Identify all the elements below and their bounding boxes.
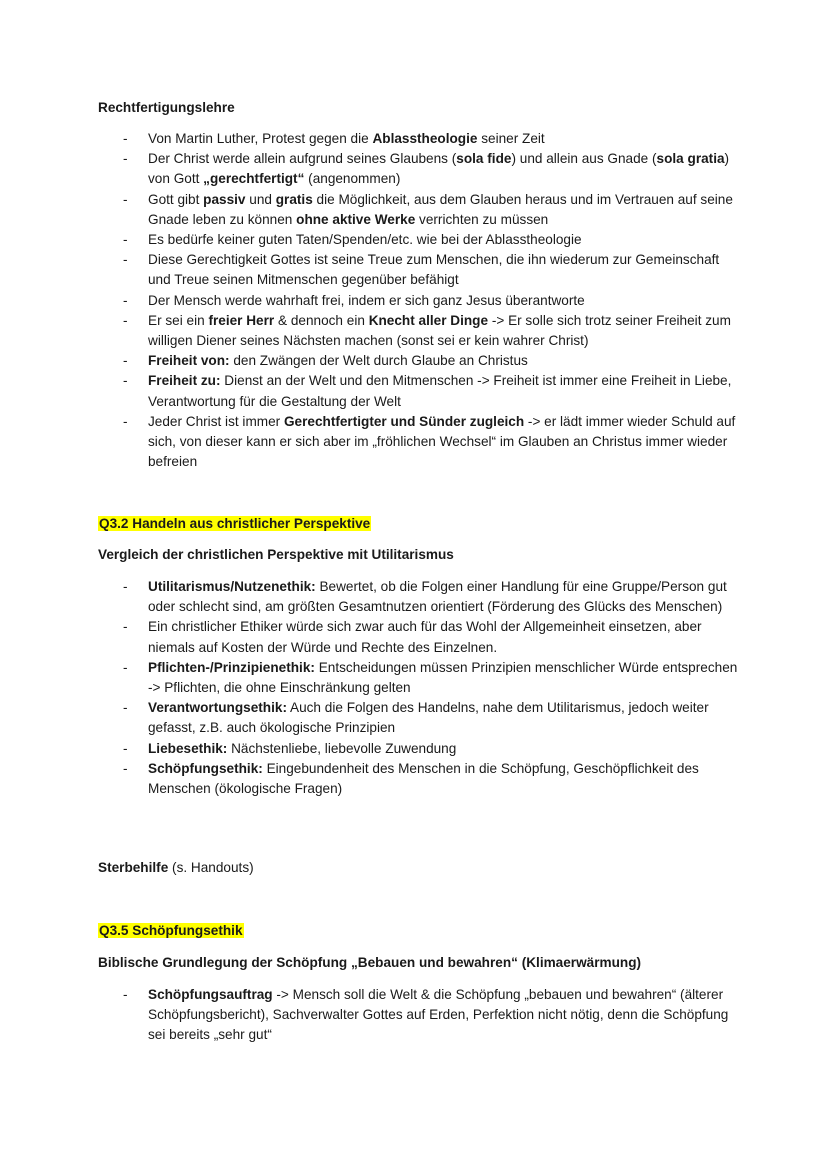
text-run: Dienst an der Welt und den Mitmenschen -> Freiheit ist immer eine Freiheit in Liebe, Verantwortung für die Gestaltung der Welt <box>148 373 732 409</box>
bold-term: Freiheit von: <box>148 353 230 369</box>
bold-term: Verantwortungsethik: <box>148 700 287 716</box>
rechtfertigung-list <box>98 129 738 472</box>
list-item <box>98 311 738 351</box>
text-run: Es bedürfe keiner guten Taten/Spenden/etc. wie bei der Ablasstheologie <box>148 232 582 248</box>
text-run: verrichten zu müssen <box>415 211 549 227</box>
text-run: Ein christlicher Ethiker würde sich zwar auch für das Wohl der Allgemeinheit einsetzen, aber niemals auf Kosten der Würde und Rechte des Einzelnen. <box>148 619 702 655</box>
bold-term: sola fide <box>456 151 512 167</box>
list-item <box>98 129 738 149</box>
list-item <box>98 658 738 698</box>
text-run: Er sei ein <box>148 312 209 328</box>
list-item <box>98 230 738 250</box>
text-run: & dennoch ein <box>274 312 369 328</box>
text-run: Der Mensch werde wahrhaft frei, indem er sich ganz Jesus überantworte <box>148 292 585 308</box>
text-run: (angenommen) <box>304 171 401 187</box>
subheading-schoepfung: Biblische Grundlegung der Schöpfung „Bebauen und bewahren“ (Klimaerwärmung) <box>98 955 642 970</box>
text-run: -> er lädt immer wieder Schuld auf sich, von dieser kann er sich aber im „fröhlichen Wechsel“ im Glauben an Christus immer wieder befreien <box>148 413 736 470</box>
text-run: -> Mensch soll die Welt & die Schöpfung „bebauen und bewahren“ (älterer Schöpfungsbericht), Sachverwalter Gottes auf Erden, Perfektion nicht nötig, denn die Schöpfung sei bereits „sehr gut“ <box>148 987 729 1043</box>
text-run: Eingebundenheit des Menschen in die Schöpfung, Geschöpflichkeit des Menschen (ökologische Fragen) <box>148 760 699 797</box>
text-run: seiner Zeit <box>477 131 545 146</box>
text-run: Der Christ werde allein aufgrund seines Glaubens ( <box>148 151 457 167</box>
list-item <box>98 698 738 738</box>
subheading-utilitarismus: Vergleich der christlichen Perspektive mit Utilitarismus <box>98 547 454 562</box>
text-run: Bewertet, ob die Folgen einer Handlung für eine Gruppe/Person gut oder schlecht sind, am größten Gesamtnutzen orientiert (Förderung des Glücks des Menschen) <box>148 579 727 615</box>
list-item <box>98 617 738 657</box>
text-run: Von Martin Luther, Protest gegen die <box>148 131 373 146</box>
bold-term: sola gratia <box>656 151 725 167</box>
text-run: ) und allein aus Gnade ( <box>511 151 657 167</box>
bold-term: passiv <box>203 191 246 207</box>
text-run: und <box>245 191 276 207</box>
bold-term: Ablasstheologie <box>372 131 478 146</box>
bold-term: Freiheit zu: <box>148 373 221 389</box>
highlight-q35: Q3.5 Schöpfungsethik <box>99 923 243 938</box>
list-item <box>98 291 738 311</box>
heading-q32 <box>98 514 371 534</box>
bold-term: freier Herr <box>208 312 275 328</box>
list-item <box>98 412 738 473</box>
text-run: Gott gibt <box>148 191 204 207</box>
sterbehilfe-line <box>98 858 254 878</box>
sterbehilfe-label: Sterbehilfe <box>98 860 169 875</box>
bold-term: „gerechtfertigt“ <box>203 171 305 187</box>
bold-term: Utilitarismus/Nutzenethik: <box>148 579 316 594</box>
bold-term: Schöpfungsauftrag <box>148 987 273 1002</box>
q35-list <box>98 985 738 1046</box>
text-run: -> Er solle sich trotz seiner Freiheit zum willigen Diener seines Nächsten machen (sonst sei er kein wahrer Christ) <box>148 312 731 349</box>
text-run: Diese Gerechtigkeit Gottes ist seine Treue zum Menschen, die ihn wiederum zur Gemeinschaft und Treue seinen Mitmenschen gegenüber befähigt <box>148 252 720 288</box>
list-item <box>98 739 738 759</box>
heading-q35 <box>98 921 244 941</box>
q32-list <box>98 577 738 799</box>
bold-term: Pflichten-/Prinzipienethik: <box>148 659 315 675</box>
list-item <box>98 149 738 189</box>
list-item <box>98 351 738 371</box>
list-item <box>98 250 738 290</box>
text-run: den Zwängen der Welt durch Glaube an Christus <box>229 353 528 369</box>
text-run: ) von Gott <box>148 151 730 187</box>
sterbehilfe-note: (s. Handouts) <box>168 860 254 875</box>
bold-term: Gerechtfertigter und Sünder zugleich <box>283 413 525 429</box>
heading-rechtfertigungslehre: Rechtfertigungslehre <box>98 100 235 115</box>
bold-term: gratis <box>275 191 313 207</box>
text-run: Entscheidungen müssen Prinzipien menschlicher Würde entsprechen -> Pflichten, die ohne Einschränkung gelten <box>148 659 738 696</box>
list-item <box>98 371 738 411</box>
list-item <box>98 577 738 617</box>
list-item <box>98 759 738 799</box>
bold-term: Liebesethik: <box>148 740 228 756</box>
text-run: Nächstenliebe, liebevolle Zuwendung <box>227 740 457 756</box>
highlight-q32: Q3.2 Handeln aus christlicher Perspektive <box>99 516 371 531</box>
text-run: Jeder Christ ist immer <box>148 413 284 429</box>
text-run: Auch die Folgen des Handelns, nahe dem Utilitarismus, jedoch weiter gefasst, z.B. auch ökologische Prinzipien <box>148 700 709 736</box>
bold-term: Schöpfungsethik: <box>148 760 263 776</box>
bold-term: ohne aktive Werke <box>296 211 416 227</box>
bold-term: Knecht aller Dinge <box>368 312 489 328</box>
text-run: die Möglichkeit, aus dem Glauben heraus und im Vertrauen auf seine Gnade leben zu können <box>148 191 733 227</box>
list-item <box>98 190 738 230</box>
list-item <box>98 985 738 1046</box>
